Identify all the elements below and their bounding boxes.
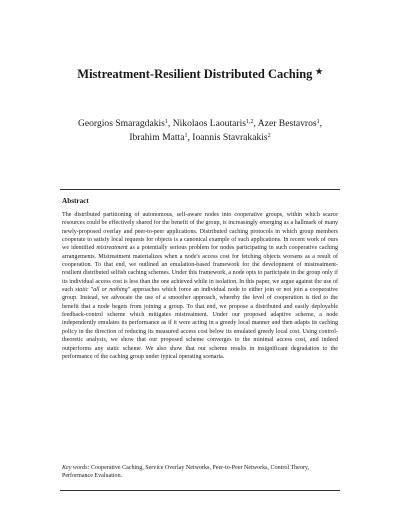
abstract-top-rule <box>60 189 340 190</box>
author-2: Nikolaos Laoutaris$^{1,2}$, <box>172 118 258 129</box>
author-3: Azer Bestavros$^1$, <box>257 118 323 129</box>
paper-title <box>40 64 360 82</box>
abstract-emphasis-static: static "all or nothing" <box>75 287 131 294</box>
author-1: Georgios Smaragdakis$^1$, <box>77 118 173 129</box>
author-4: Ibrahim Matta$^1$, <box>129 132 193 143</box>
title-text: Mistreatment-Resilient Distributed Caching <box>77 67 313 81</box>
author-5: Ioannis Stavrakakis$^2$ <box>192 132 271 143</box>
keywords-list: Cooperative Caching, Service Overlay Networks, Peer-to-Peer Networks, Control Theory, Performance Evaluation. <box>62 465 310 480</box>
author-list <box>40 116 360 144</box>
abstract-bottom-rule <box>60 490 340 491</box>
keywords-label: Key words: <box>62 465 90 471</box>
keywords <box>62 464 338 481</box>
abstract-paragraph: The distributed partitioning of autonomous, self-aware nodes into cooperative groups, within which scarce resources could be effectively shared for the benefit of the group, is increasingly emerging as a hallmark of many newly-proposed overlay and peer-to-peer applications. Distributed caching protocols in which group members cooperate to satisfy local requests for objects is a canonical example of such applications. In recent work of ours we identified mistreatment as a potentially serious problem for nodes participating in such cooperative caching arrangements. Mistreatment materializes when a node's access cost for fetching objects worsens as a result of cooperation. To that end, we outlined an emulation-based framework for the development of mistreatment-resilient distributed selfish caching schemes. Under this framework, a node opts to participate in the group only if its individual access cost is less than the one achieved while in isolation. In this paper, we argue against the use of such static "all or nothing" approaches which force an individual node to either join or not join a cooperative group. Instead, we advocate the use of a smoother approach, whereby the level of cooperation is tied to the benefit that a node begets from joining a group. To that end, we propose a distributed and easily deployable feedback-control scheme which mitigates mistreatment. Under our proposed adaptive scheme, a node independently emulates its performance as if it were acting in a greedy local manner and then adapts its caching policy in the direction of reducing its measured access cost below its emulated greedy local cost. Using control-theoretic analysis, we show that our proposed scheme converges to the minimal access cost, and indeed outperforms any static scheme. We also show that our scheme results in insignificant degradation to the performance of the caching group under typical operating scenaria. <box>62 212 338 360</box>
abstract-body <box>62 211 338 361</box>
abstract-emphasis-mistreatment: mistreatment <box>96 245 128 252</box>
title-footnote-mark: ★ <box>315 67 323 76</box>
abstract-heading: Abstract <box>62 197 89 205</box>
